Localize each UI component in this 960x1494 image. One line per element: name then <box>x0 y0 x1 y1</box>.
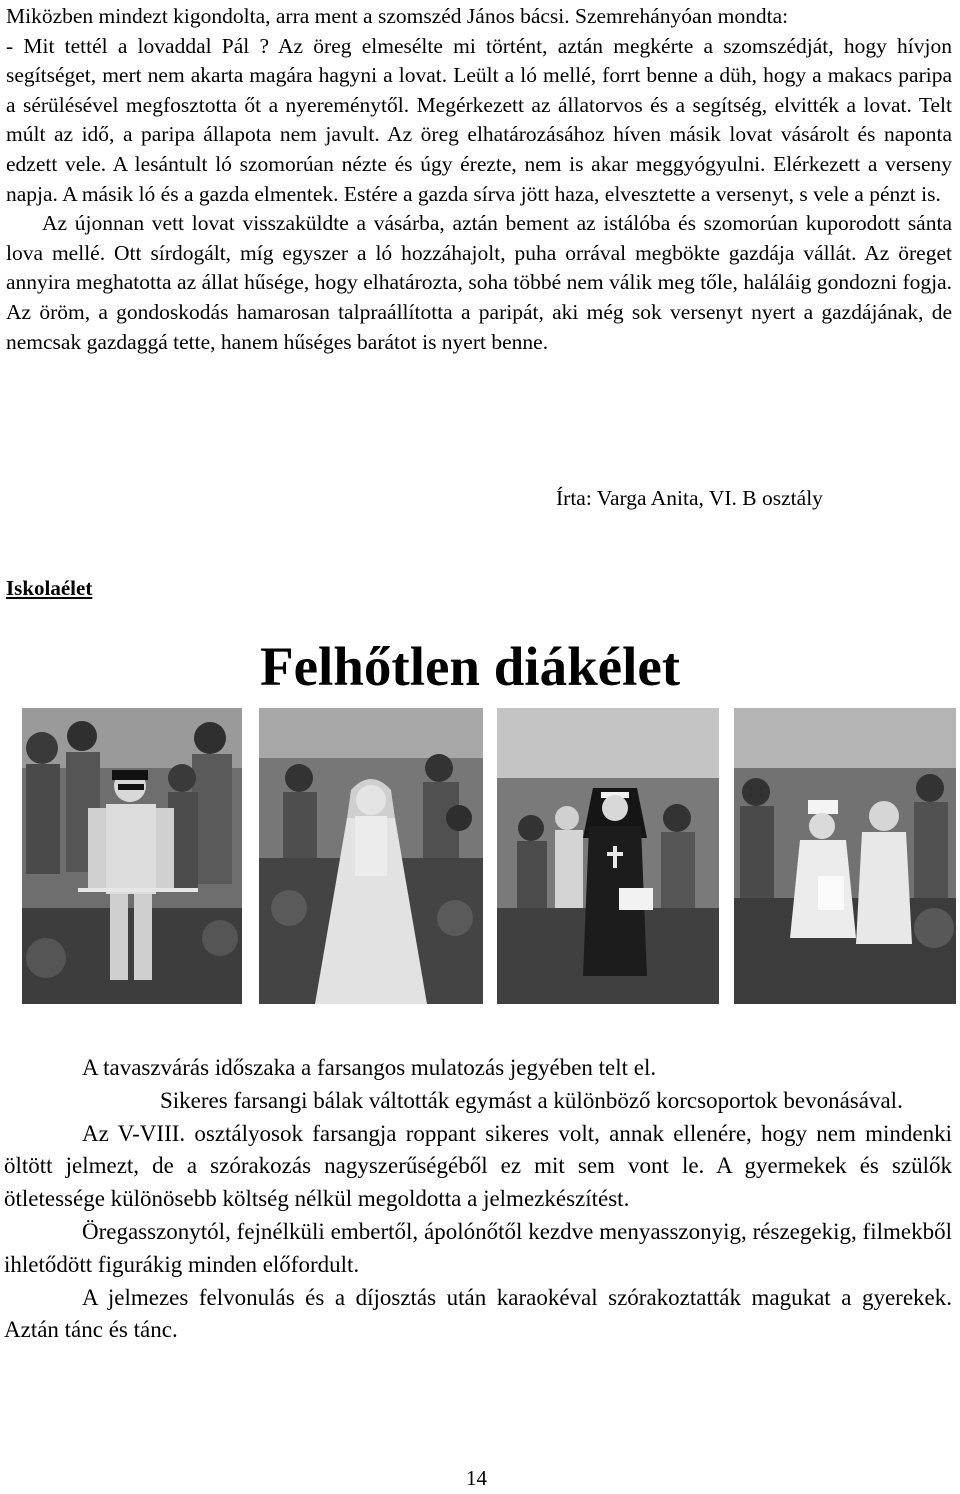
story-text <box>6 2 952 357</box>
article-text <box>4 1052 952 1347</box>
article-headline: Felhőtlen diákélet <box>260 636 681 697</box>
article-paragraph: Az V-VIII. osztályosok farsangja roppant sikeres volt, annak ellenére, hogy nem mindenki öltött jelmezt, de a szórakozás nagyszerűségéből ez mit sem vont le. A gyermekek és szülők ötletessége különösebb költség nélkül megoldotta a jelmezkészítést. <box>4 1120 952 1212</box>
article-paragraph: A jelmezes felvonulás és a díjosztás után karaokéval szórakoztatták magukat a gyerekek. Aztán tánc és tánc. <box>4 1284 952 1343</box>
article-paragraph: Öregasszonytól, fejnélküli embertől, ápolónőtől kezdve menyasszonyig, részegekig, filmekből ihletődött figurákig minden előfordult. <box>4 1218 952 1277</box>
photo-nun-costume <box>497 708 719 1004</box>
article-paragraph: Sikeres farsangi bálak váltották egymást a különböző korcsoportok bevonásával. <box>160 1087 903 1113</box>
photo-bride-costume <box>259 708 483 1004</box>
photo-nurse-costume <box>734 708 956 1004</box>
story-paragraph: Miközben mindezt kigondolta, arra ment a szomszéd János bácsi. Szemrehányóan mondta: <box>6 4 789 28</box>
author-signature: Írta: Varga Anita, VI. B osztály <box>556 486 823 510</box>
story-paragraph: Az újonnan vett lovat visszaküldte a vásárba, aztán bement az istálóba és szomorúan kuporodott sánta lova mellé. Ott sírdogált, míg egyszer a ló hozzáhajolt, puha orrával megbökte gazdája vállát. Az öreget annyira meghatotta az állat hűsége, hogy elhatározta, soha többé nem válik meg tőle, haláláig gondozni fogja. Az öröm, a gondoskodás hamarosan talpraállította a paripát, aki még sok versenyt nyert a gazdájának, de nemcsak gazdaggá tette, hanem hűséges barátot is nyert benne. <box>6 211 952 354</box>
section-label: Iskolaélet <box>6 576 93 600</box>
photo-masked-costume <box>22 708 242 1004</box>
article-paragraph: A tavaszvárás időszaka a farsangos mulatozás jegyében telt el. <box>82 1055 657 1080</box>
story-paragraph: - Mit tettél a lovaddal Pál ? Az öreg elmesélte mi történt, aztán megkérte a szomszédját, hogy hívjon segítséget, mert nem akarta magára hagyni a lovat. Leült a ló mellé, forrt benne a düh, hogy a makacs paripa a sérülésével megfosztotta őt a nyereménytől. Megérkezett az állatorvos és a segítség, elvitték a lovat. Telt múlt az idő, a paripa állapota nem javult. Az öreg elhatározásához híven másik lovat vásárolt és naponta edzett vele. A lesántult ló szomorúan nézte és úgy érezte, nem is akar meggyógyulni. Elérkezett a verseny napja. A másik ló és a gazda elmentek. Estére a gazda sírva jött haza, elvesztette a versenyt, s vele a pénzt is. <box>6 33 952 206</box>
page-number: 14 <box>466 1466 487 1490</box>
